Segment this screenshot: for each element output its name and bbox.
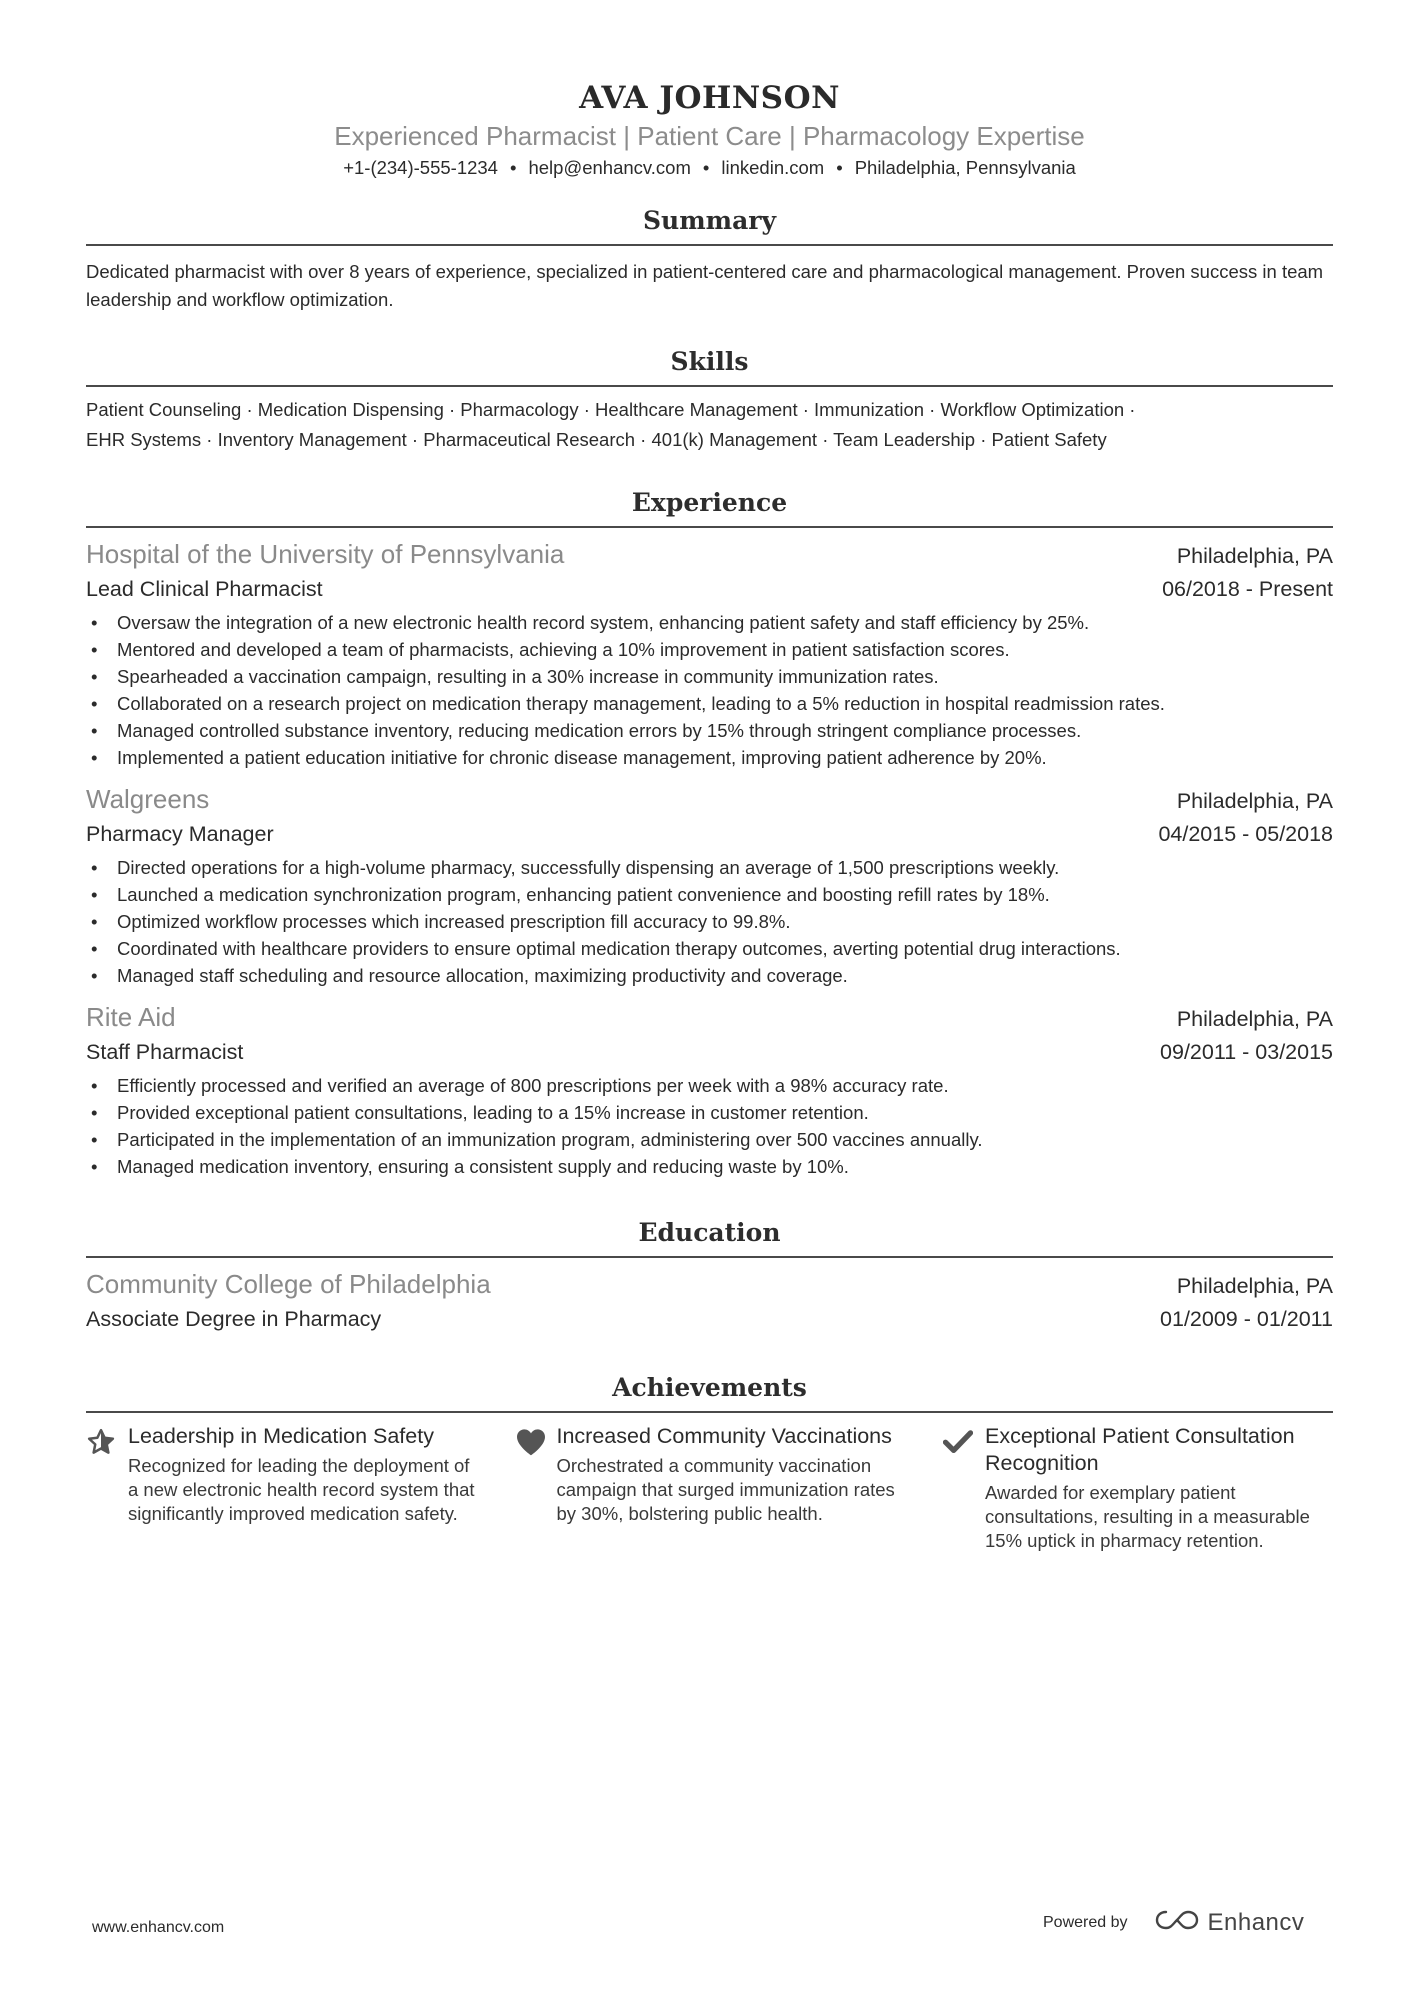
job-dates: 04/2015 - 05/2018 <box>1158 822 1333 846</box>
achievement-title: Leadership in Medication Safety <box>128 1424 434 1448</box>
company-name: Walgreens <box>86 784 210 814</box>
bullet-item: • Managed controlled substance inventory, reducing medication errors by 15% through stringent compliance processes. <box>91 720 1082 741</box>
skills-line: EHR Systems · Inventory Management · Pharmaceutical Research · 401(k) Management · Team Leadership · Patient Safety <box>86 429 1107 450</box>
footer-branding <box>1043 1908 1304 1937</box>
resume-page <box>86 0 1333 1995</box>
bullet-item: • Collaborated on a research project on medication therapy management, leading to a 5% reduction in hospital readmission rates. <box>91 693 1165 714</box>
section-divider <box>86 1411 1333 1413</box>
bullet-item: • Mentored and developed a team of pharmacists, achieving a 10% improvement in patient satisfaction scores. <box>91 639 1010 660</box>
headline: Experienced Pharmacist | Patient Care | Pharmacology Expertise <box>334 121 1085 151</box>
achievement-description: Awarded for exemplary patient consultations, resulting in a measurable 15% uptick in pharmacy retention. <box>985 1482 1310 1551</box>
skills-section <box>86 345 1333 455</box>
enhancv-logo-icon <box>1154 1908 1200 1937</box>
degree: Associate Degree in Pharmacy <box>86 1307 382 1331</box>
skills-line: Patient Counseling · Medication Dispensing · Pharmacology · Healthcare Management · Immunization · Workflow Optimization · <box>86 399 1136 420</box>
job-bullets <box>86 1072 1333 1180</box>
education-title: Education <box>638 1218 781 1247</box>
candidate-name: AVA JOHNSON <box>579 80 840 116</box>
achievements-section <box>86 1371 1333 1553</box>
bullet-item: • Managed medication inventory, ensuring a consistent supply and reducing waste by 10%. <box>91 1156 849 1177</box>
summary-section <box>86 204 1333 314</box>
contact-line <box>86 155 1333 181</box>
bullet-item: • Launched a medication synchronization program, enhancing patient convenience and boosting refill rates by 18%. <box>91 884 1050 905</box>
achievement-item <box>86 1423 476 1553</box>
section-divider <box>86 1256 1333 1258</box>
contact-email[interactable]: help@enhancv.com <box>528 157 691 178</box>
contact-separator: • <box>702 157 710 178</box>
contact-phone: +1-(234)-555-1234 <box>343 157 498 178</box>
enhancv-brand: Enhancv <box>1207 1908 1305 1936</box>
job-location: Philadelphia, PA <box>1176 789 1333 813</box>
achievement-description: Orchestrated a community vaccination campaign that surged immunization rates by 30%, bolstering public health. <box>556 1455 895 1524</box>
company-name: Rite Aid <box>86 1002 176 1032</box>
contact-separator: • <box>836 157 843 178</box>
job-title: Lead Clinical Pharmacist <box>86 577 323 601</box>
heart-icon <box>515 1423 557 1553</box>
bullet-item: • Implemented a patient education initiative for chronic disease management, improving patient adherence by 20%. <box>91 747 1047 768</box>
job-bullets <box>86 609 1333 771</box>
job-location: Philadelphia, PA <box>1176 544 1333 568</box>
bullet-item: • Optimized workflow processes which increased prescription fill accuracy to 99.8%. <box>91 911 791 932</box>
experience-title: Experience <box>631 488 788 517</box>
contact-separator: • <box>509 157 517 178</box>
bullet-item: • Spearheaded a vaccination campaign, resulting in a 30% increase in community immunization rates. <box>91 666 939 687</box>
achievement-title: Exceptional Patient Consultation Recognition <box>985 1424 1295 1475</box>
contact-linkedin[interactable]: linkedin.com <box>721 157 825 178</box>
star-icon <box>86 1423 128 1553</box>
section-divider <box>86 244 1333 246</box>
summary-title: Summary <box>642 206 777 235</box>
achievements-title: Achievements <box>612 1373 807 1402</box>
job-title: Staff Pharmacist <box>86 1040 244 1064</box>
education-dates: 01/2009 - 01/2011 <box>1160 1307 1333 1331</box>
section-divider <box>86 526 1333 528</box>
experience-section <box>86 486 1333 1180</box>
footer-website[interactable]: www.enhancv.com <box>92 1919 225 1936</box>
experience-entry <box>86 1000 1333 1180</box>
skills-title: Skills <box>670 347 749 376</box>
achievement-item <box>943 1423 1333 1553</box>
bullet-item: • Oversaw the integration of a new electronic health record system, enhancing patient safety and staff efficiency by 25%. <box>91 612 1090 633</box>
job-dates: 09/2011 - 03/2015 <box>1160 1040 1333 1064</box>
bullet-item: • Managed staff scheduling and resource allocation, maximizing productivity and coverage. <box>91 965 848 986</box>
job-bullets <box>86 854 1333 989</box>
bullet-item: • Provided exceptional patient consultations, leading to a 15% increase in customer retention. <box>91 1102 869 1123</box>
achievement-item <box>515 1423 905 1553</box>
job-location: Philadelphia, PA <box>1176 1007 1333 1031</box>
experience-entry <box>86 537 1333 771</box>
experience-entry <box>86 782 1333 989</box>
company-name: Hospital of the University of Pennsylvania <box>86 539 565 569</box>
powered-by-label: Powered by <box>1043 1913 1128 1931</box>
school-location: Philadelphia, PA <box>1176 1274 1333 1298</box>
resume-header <box>86 0 1333 181</box>
section-divider <box>86 385 1333 387</box>
school-name: Community College of Philadelphia <box>86 1269 491 1299</box>
achievement-title: Increased Community Vaccinations <box>556 1424 892 1448</box>
education-section <box>86 1216 1333 1335</box>
summary-text: Dedicated pharmacist with over 8 years of experience, specialized in patient-centered care and pharmacological management. Proven success in team leadership and workflow optimization. <box>86 261 1324 310</box>
check-icon <box>943 1423 985 1553</box>
bullet-item: • Directed operations for a high-volume pharmacy, successfully dispensing an average of 1,500 prescriptions weekly. <box>91 857 1060 878</box>
bullet-item: • Efficiently processed and verified an average of 800 prescriptions per week with a 98% accuracy rate. <box>91 1075 949 1096</box>
education-entry <box>86 1267 1333 1335</box>
contact-location: Philadelphia, Pennsylvania <box>854 157 1076 178</box>
job-title: Pharmacy Manager <box>86 822 274 846</box>
job-dates: 06/2018 - Present <box>1162 577 1333 601</box>
bullet-item: • Participated in the implementation of an immunization program, administering over 500 vaccines annually. <box>91 1129 983 1150</box>
skills-list <box>86 395 1333 455</box>
achievement-description: Recognized for leading the deployment of a new electronic health record system that significantly improved medication safety. <box>128 1455 475 1524</box>
bullet-item: • Coordinated with healthcare providers to ensure optimal medication therapy outcomes, averting potential drug interactions. <box>91 938 1121 959</box>
achievements-grid <box>86 1423 1333 1553</box>
